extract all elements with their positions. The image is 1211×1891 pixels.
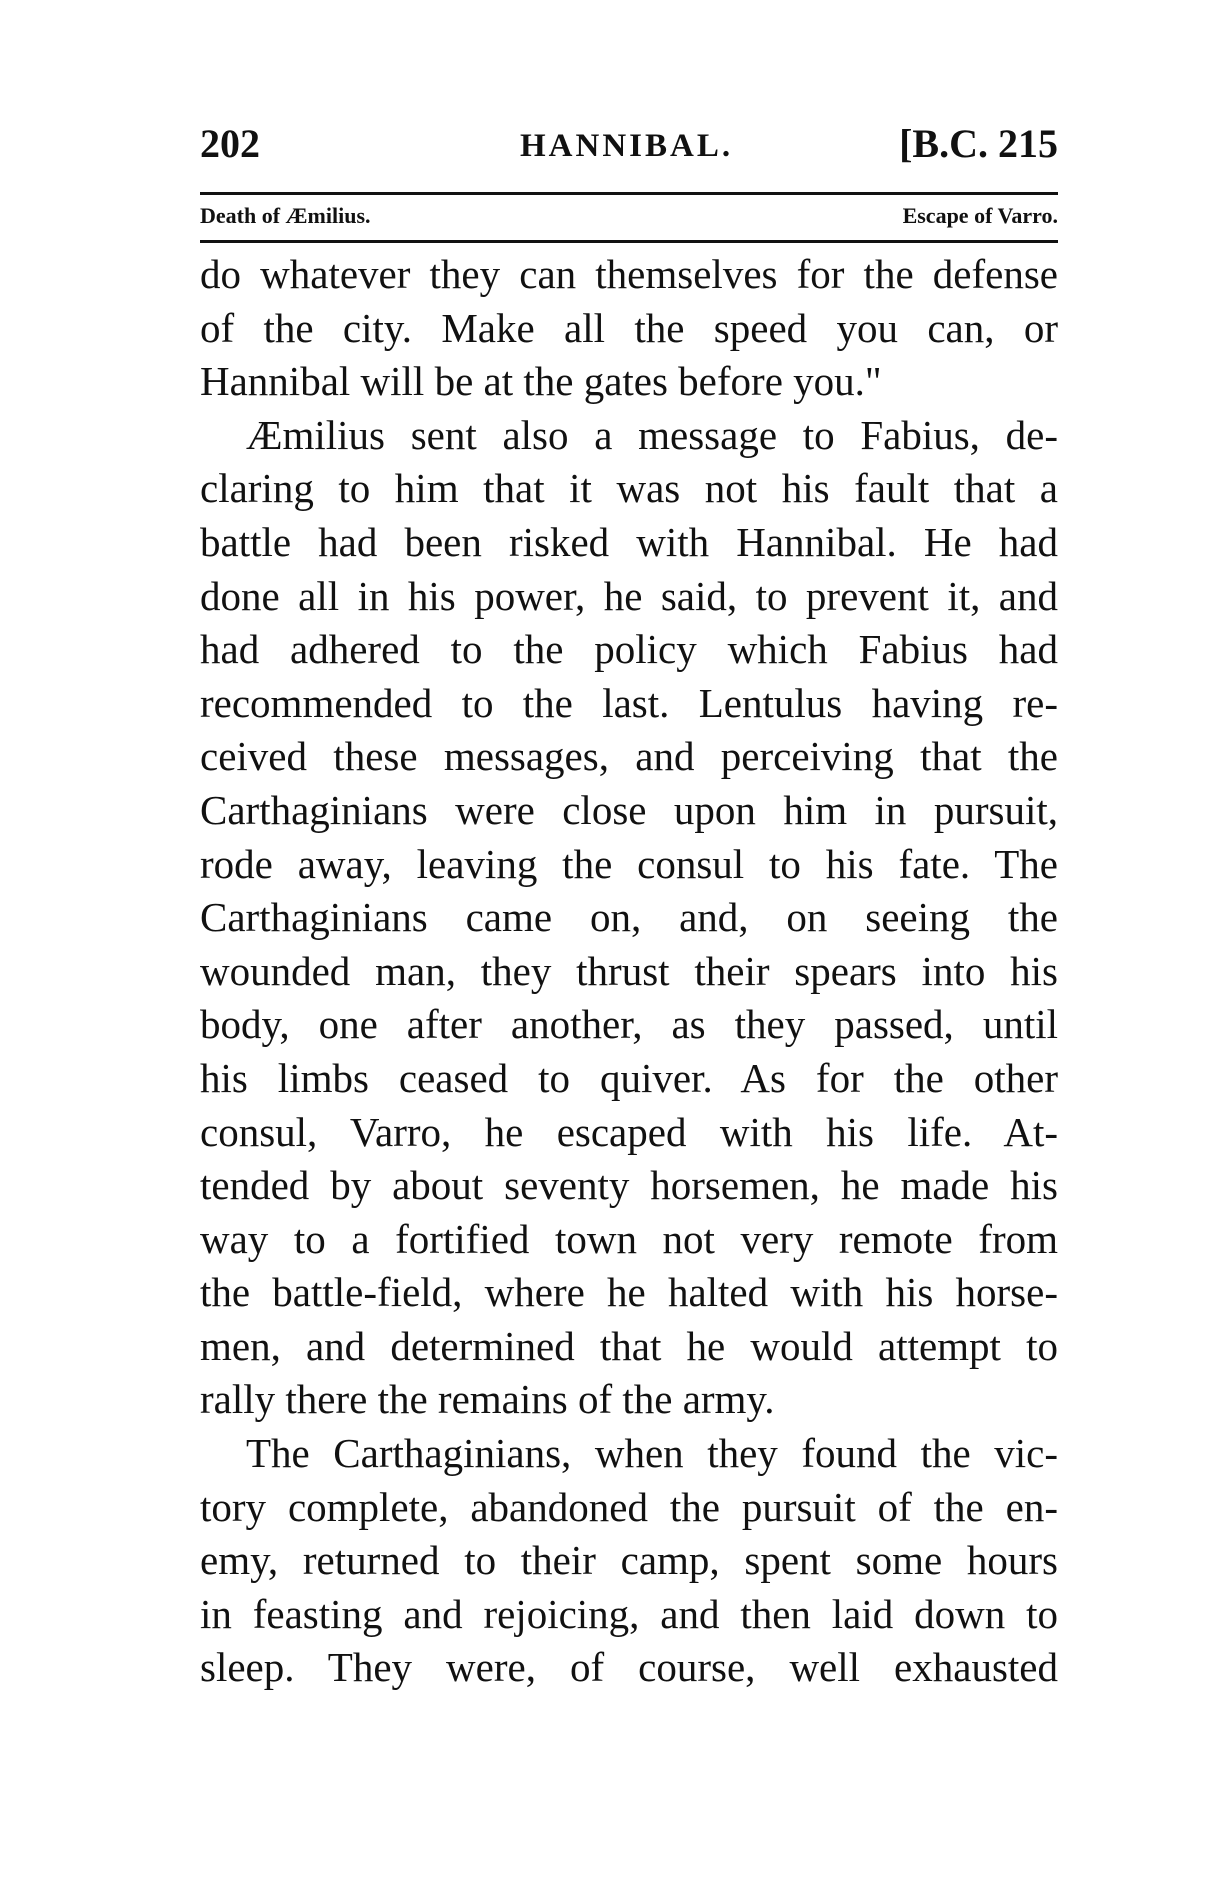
text-line: The Carthaginians, when they found the vic- [246,1430,1058,1477]
text-line: rally there the remains of the army. [200,1376,775,1423]
text-line: sleep. They were, of course, well exhausted [200,1644,1058,1691]
sidenote-rule [200,240,1058,243]
text-line: tended by about seventy horsemen, he made his [200,1162,1058,1209]
text-line: Æmilius sent also a message to Fabius, de- [246,411,1058,458]
page-number: 202 [200,121,260,166]
sidenote-right: Escape of Varro. [902,203,1058,228]
text-line: his limbs ceased to quiver. As for the other [200,1054,1058,1101]
text-line: consul, Varro, he escaped with his life. At- [200,1108,1058,1155]
text-line: tory complete, abandoned the pursuit of the en- [200,1483,1058,1530]
text-line: do whatever they can themselves for the defense [200,251,1058,297]
text-line: of the city. Make all the speed you can, or [200,304,1058,351]
text-line: claring to him that it was not his fault that a [200,465,1058,512]
text-line: way to a fortified town not very remote from [200,1215,1058,1262]
date-range: [B.C. 215 [899,121,1058,166]
header-rule [200,192,1058,195]
text-line: the battle-field, where he halted with his horse- [200,1269,1058,1316]
text-line: had adhered to the policy which Fabius had [200,626,1058,673]
body-text [200,248,1058,1695]
text-line: wounded man, they thrust their spears into his [200,947,1058,994]
text-line: Hannibal will be at the gates before you." [200,358,882,405]
sidenotes [200,203,1058,239]
running-title: HANNIBAL. [520,128,734,164]
text-line: Carthaginians were close upon him in pursuit, [200,786,1058,833]
text-line: battle had been risked with Hannibal. He had [200,518,1058,565]
text-line: men, and determined that he would attempt to [200,1322,1058,1369]
sidenote-left: Death of Æmilius. [200,203,371,228]
text-line: recommended to the last. Lentulus having re- [200,679,1058,726]
text-line: body, one after another, as they passed, until [200,1001,1058,1048]
text-line: emy, returned to their camp, spent some hours [200,1537,1058,1584]
text-line: rode away, leaving the consul to his fate. The [200,840,1058,887]
text-line: done all in his power, he said, to prevent it, and [200,572,1058,619]
text-line: in feasting and rejoicing, and then laid down to [200,1590,1058,1637]
text-line: Carthaginians came on, and, on seeing the [200,894,1058,941]
page-header [200,120,1058,180]
text-line: ceived these messages, and perceiving that the [200,733,1058,780]
